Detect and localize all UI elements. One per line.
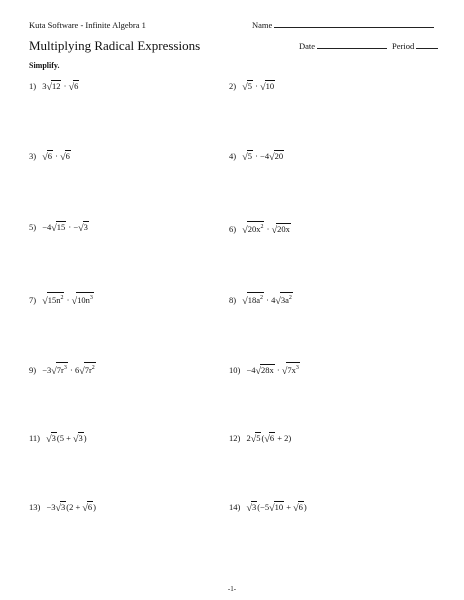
radicand: 3 — [83, 222, 88, 232]
date-line — [317, 48, 387, 49]
radical: √20 — [269, 151, 284, 163]
radical: √20x — [271, 224, 290, 236]
problem-1 — [29, 80, 79, 93]
radicand: 6 — [87, 502, 93, 512]
operator: · 6 — [69, 365, 80, 375]
exponent: 3 — [89, 295, 93, 301]
problem-12 — [229, 432, 291, 445]
operator: · — [255, 81, 258, 91]
radical: √6 — [60, 151, 70, 163]
problem-number: 5) — [29, 222, 37, 232]
radical: √3 — [246, 502, 257, 514]
radicand: 5 — [247, 151, 252, 161]
coefficient: 2 — [246, 433, 251, 443]
radicand: 6 — [65, 151, 70, 161]
radicand — [247, 292, 264, 305]
problem-13 — [29, 501, 96, 514]
radicand — [56, 362, 68, 375]
problem-number: 9) — [29, 365, 37, 375]
radical: $√15n^2$ — [42, 292, 64, 307]
radicand: 6 — [74, 81, 79, 91]
radicand-base: 7r — [56, 365, 64, 375]
radicand — [47, 292, 65, 305]
coefficient: −4 — [42, 222, 52, 232]
problem-11 — [29, 432, 87, 445]
problem-number: 14) — [229, 502, 241, 512]
radicand: 10 — [274, 502, 284, 512]
radical: √3 — [78, 222, 88, 234]
radical: √6 — [68, 81, 79, 93]
problem-number: 12) — [229, 433, 241, 443]
radicand: 5 — [247, 81, 252, 91]
date-field[interactable] — [299, 41, 387, 51]
radicand: 6 — [269, 433, 275, 443]
radicand: 20 — [274, 151, 284, 161]
operator: · 4 — [266, 295, 276, 305]
radicand-base: 15n — [47, 295, 61, 305]
exponent: 2 — [260, 224, 264, 230]
problem-number: 7) — [29, 295, 37, 305]
period-field[interactable] — [392, 41, 438, 51]
radicand: 6 — [298, 502, 303, 512]
radicand-base: 3a — [280, 295, 289, 305]
radical: √6 — [82, 502, 93, 514]
coefficient: −4 — [246, 365, 256, 375]
radical: √6 — [42, 151, 52, 163]
expression-part: ) — [303, 502, 307, 512]
exponent: 2 — [91, 365, 95, 371]
radicand: 28x — [261, 365, 274, 375]
radical: $√18a^2$ — [242, 292, 264, 307]
worksheet-source: Kuta Software - Infinite Algebra 1 — [29, 20, 146, 30]
problem-number: 6) — [229, 224, 237, 234]
radicand: 20x — [277, 224, 290, 234]
radicand — [76, 292, 94, 305]
expression-part: (−5 — [257, 502, 270, 512]
radical: $√20x^2$ — [242, 221, 264, 236]
period-label: Period — [392, 41, 415, 51]
radicand: 3 — [61, 502, 66, 512]
radicand: 3 — [251, 502, 257, 512]
problem-7 — [29, 292, 94, 307]
operator: · − — [68, 222, 79, 232]
name-line — [274, 27, 434, 28]
problem-number: 13) — [29, 502, 41, 512]
radical: √10 — [269, 502, 284, 514]
expression-part: (2 + — [66, 502, 81, 512]
expression-part: (5 + — [56, 433, 71, 443]
instructions: Simplify. — [29, 61, 60, 70]
name-field[interactable] — [252, 20, 434, 30]
problem-5 — [29, 221, 89, 234]
problem-number: 11) — [29, 433, 41, 443]
operator: · — [276, 365, 280, 375]
exponent: 2 — [288, 295, 292, 301]
problem-10 — [229, 362, 300, 377]
radical: √5 — [242, 151, 252, 163]
radical: $√10n^3$ — [72, 292, 94, 307]
problem-number: 8) — [229, 295, 237, 305]
problem-6 — [229, 221, 291, 236]
date-label: Date — [299, 41, 316, 51]
expression-part: ) — [83, 433, 87, 443]
radicand: 3 — [78, 433, 83, 443]
problem-3 — [29, 150, 71, 163]
radicand: 15 — [56, 222, 66, 232]
problem-number: 1) — [29, 81, 37, 91]
radical: √5 — [242, 81, 252, 93]
expression-part: ( — [261, 433, 265, 443]
radical: √3 — [73, 433, 83, 445]
operator: + — [286, 502, 292, 512]
exponent: 3 — [295, 365, 299, 371]
radical: √12 — [46, 81, 61, 93]
problem-number: 3) — [29, 151, 37, 161]
problem-number: 2) — [229, 81, 237, 91]
problem-number: 10) — [229, 365, 241, 375]
radical: $√7r^2$ — [79, 362, 96, 377]
radicand — [84, 362, 96, 375]
radicand-base: 10n — [77, 295, 90, 305]
name-label: Name — [252, 20, 273, 30]
radical: √3 — [46, 433, 56, 445]
expression-part: + 2) — [277, 433, 292, 443]
operator: · — [66, 295, 70, 305]
problem-4 — [229, 150, 284, 163]
radical: √15 — [51, 222, 66, 234]
operator: · — [55, 151, 58, 161]
exponent: 2 — [260, 295, 263, 301]
radical: $√3a^2$ — [275, 292, 293, 307]
problem-14 — [229, 501, 307, 514]
radical: √5 — [250, 433, 261, 445]
radical: √6 — [264, 433, 275, 445]
problem-2 — [229, 80, 275, 93]
radicand: 5 — [256, 433, 261, 443]
radicand: 10 — [265, 81, 275, 91]
radicand — [247, 221, 265, 234]
radical: √28x — [255, 365, 274, 377]
radical: $√7x^3$ — [282, 362, 300, 377]
coefficient: 3 — [42, 81, 47, 91]
radicand: 6 — [47, 151, 52, 161]
radical: $√7r^3$ — [51, 362, 68, 377]
coefficient: −3 — [42, 365, 52, 375]
radical: √10 — [260, 81, 275, 93]
radical: √6 — [293, 502, 303, 514]
radicand: 12 — [51, 81, 61, 91]
exponent: 3 — [63, 365, 67, 371]
problem-8 — [229, 292, 293, 307]
radical: √3 — [55, 502, 66, 514]
operator: · — [266, 224, 270, 234]
problem-9 — [29, 362, 96, 377]
radicand-base: 7x — [287, 365, 296, 375]
operator: · — [63, 81, 67, 91]
problem-number: 4) — [229, 151, 237, 161]
page-title: Multiplying Radical Expressions — [29, 38, 201, 53]
page-number: -1- — [227, 585, 237, 593]
period-line — [416, 48, 438, 49]
radicand-base: 18a — [247, 295, 260, 305]
radicand: 3 — [51, 433, 56, 443]
radicand-base: 20x — [247, 224, 261, 234]
operator: · −4 — [255, 151, 270, 161]
radicand — [280, 292, 293, 305]
exponent: 2 — [60, 295, 64, 301]
radicand-base: 7r — [84, 365, 92, 375]
expression-part: ) — [93, 502, 96, 512]
radicand — [286, 362, 300, 375]
coefficient: −3 — [46, 502, 56, 512]
